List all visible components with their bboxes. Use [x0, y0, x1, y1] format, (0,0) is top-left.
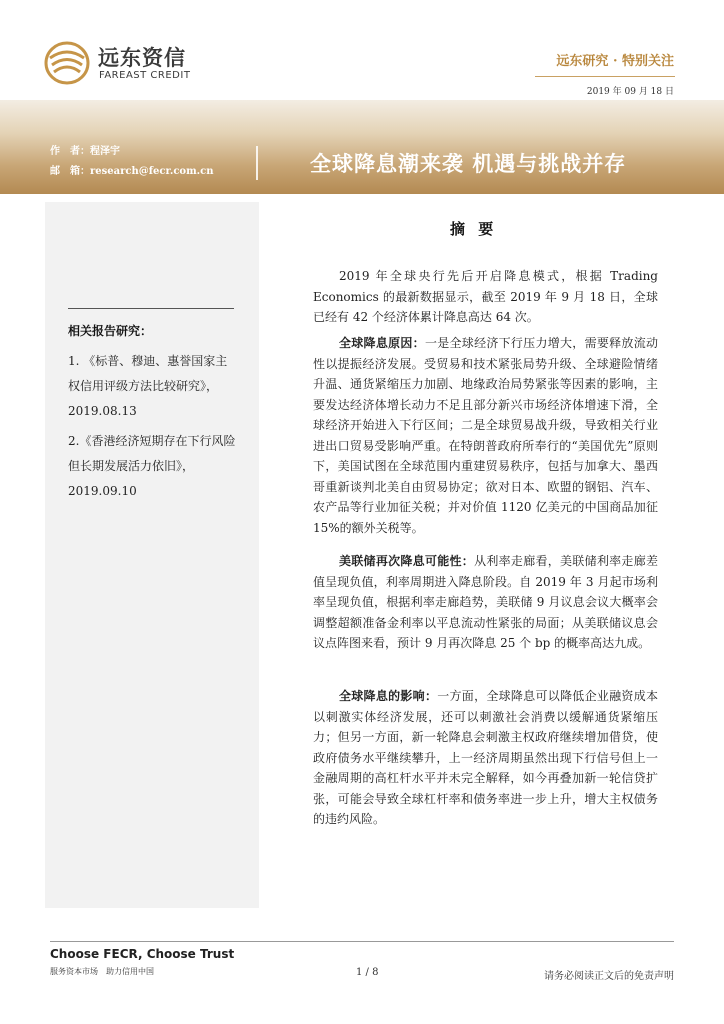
related-report-item: 2.《香港经济短期存在下行风险 但长期发展活力依旧》，2019.09.10 [68, 434, 236, 498]
author-name: 程泽宇 [90, 146, 120, 157]
summary-paragraph [313, 686, 658, 830]
logo-text-cn: 远东资信 [98, 46, 186, 70]
disclaimer-note: 请务必阅读正文后的免责声明 [544, 971, 674, 982]
email-label: 邮 箱： [50, 166, 90, 177]
report-date: 2019 年 09 月 18 日 [586, 87, 674, 97]
logo-text-en: FAREAST CREDIT [99, 70, 191, 81]
email-address: research@fecr.com.cn [90, 166, 214, 177]
summary-paragraph [313, 551, 658, 654]
summary-heading: 摘 要 [450, 220, 498, 238]
sidebar-divider [68, 308, 234, 309]
fareast-logo-icon [44, 40, 90, 86]
paragraph-text: 一是全球经济下行压力增大，需要释放流动性以提振经济发展。受贸易和技术紧张局势升级、全球避险情绪升温、通货紧缩压力加剧、地缘政治局势紧张等因素的影响，主要发达经济体增长动力不足且部分新兴市场经济体增速下滑，全球经济开始进入下行区间；二是全球贸易战升级，导致相关行业进出口贸易受影响严重。在特朗普政府所奉行的“美国优先”原则下，美国试图在全球范围内重建贸易秩序，包括与加拿大、墨西哥重新谈判北美自由贸易协定；欲对日本、欧盟的钢铝、汽车、农产品等行业加征关税；并对价值 1120 亿美元的中国商品加征 15%的额外关税等。 [313, 336, 658, 535]
footer-slogan: Choose FECR, Choose Trust [50, 947, 235, 961]
email-line [50, 162, 214, 177]
paragraph-label: 美联储再次降息可能性： [339, 554, 475, 568]
paragraph-label: 全球降息的影响： [339, 689, 438, 703]
page-number: 1 / 8 [356, 967, 379, 978]
paragraph-text: 从利率走廊看，美联储利率走廊差值呈现负值，利率周期进入降息阶段。自 2019 年 3 月起市场利率呈现负值，根据利率走廊趋势，美联储 9 月议息会议大概率会调整超额准备金利率以平息流动性紧张的局面；从美联储议息会议点阵图来看，预计 9 月再次降息 25 个 bp 的概率高达九成。 [313, 554, 658, 650]
author-label: 作 者： [50, 146, 90, 157]
banner-divider [256, 146, 258, 180]
summary-paragraph: 2019 年全球央行先后开启降息模式，根据 Trading Economics 的最新数据显示，截至 2019 年 9 月 18 日，全球已经有 42 个经济体累计降息高达 64 次。 [313, 269, 658, 324]
footer-divider [50, 941, 674, 942]
paragraph-text: 一方面，全球降息可以降低企业融资成本以刺激实体经济发展，还可以刺激社会消费以缓解通货紧缩压力；但另一方面，新一轮降息会刺激主权政府继续增加借贷，使政府债务水平继续攀升，上一经济周期虽然出现下行信号但上一金融周期的高杠杆水平并未完全解释，如今再叠加新一轮信贷扩张，可能会导致全球杠杆率和债务率进一步上升，增大主权债务的违约风险。 [313, 689, 658, 826]
report-title: 全球降息潮来袭 机遇与挑战并存 [310, 151, 627, 176]
related-reports-heading: 相关报告研究： [68, 324, 153, 338]
author-line [50, 142, 120, 157]
paragraph-label: 全球降息原因： [339, 336, 425, 350]
footer-tagline: 服务资本市场 助力信用中国 [50, 967, 154, 976]
summary-paragraph [313, 333, 658, 538]
related-report-item: 1. 《标普、穆迪、惠誉国家主权信用评级方法比较研究》，2019.08.13 [68, 354, 228, 418]
header-divider [535, 76, 675, 77]
series-label: 远东研究 · 特别关注 [556, 54, 674, 69]
